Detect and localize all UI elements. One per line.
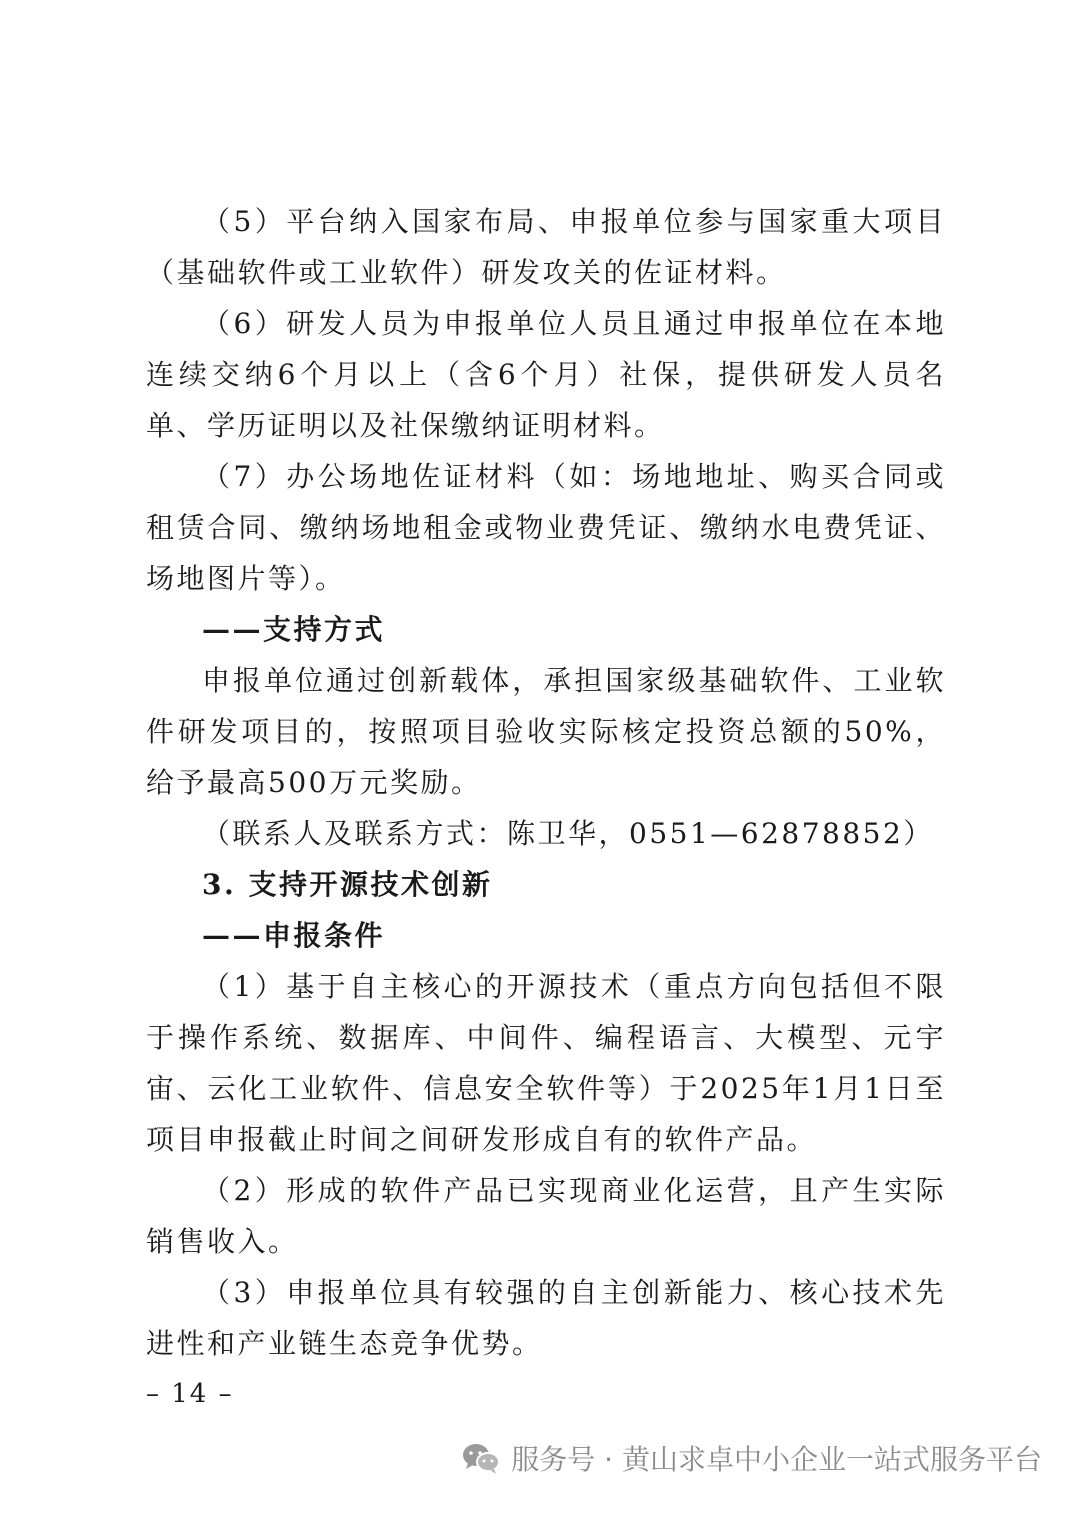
page-number: – 14 – — [146, 1379, 234, 1409]
paragraph: （2）形成的软件产品已实现商业化运营，且产生实际销售收入。 — [146, 1174, 946, 1258]
paragraph: （联系人及联系方式：陈卫华，0551—62878852） — [202, 817, 934, 850]
section-heading: 3. 支持开源技术创新 — [202, 868, 493, 901]
section-heading: ——申报条件 — [202, 919, 386, 952]
watermark — [461, 1434, 1042, 1482]
paragraph: （3）申报单位具有较强的自主创新能力、核心技术先进性和产业链生态竞争优势。 — [146, 1276, 946, 1360]
document-body — [146, 196, 946, 1369]
watermark-text: 服务号 · 黄山求卓中小企业一站式服务平台 — [511, 1443, 1042, 1476]
paragraph: （1）基于自主核心的开源技术（重点方向包括但不限于操作系统、数据库、中间件、编程语言、大模型、元宇宙、云化工业软件、信息安全软件等）于2025年1月1日至项目申报截止时间之间研发形成自有的软件产品。 — [146, 970, 946, 1156]
paragraph: （5）平台纳入国家布局、申报单位参与国家重大项目（基础软件或工业软件）研发攻关的佐证材料。 — [146, 205, 946, 289]
paragraph: （6）研发人员为申报单位人员且通过申报单位在本地连续交纳6个月以上（含6个月）社保，提供研发人员名单、学历证明以及社保缴纳证明材料。 — [146, 307, 946, 442]
paragraph: （7）办公场地佐证材料（如：场地地址、购买合同或租赁合同、缴纳场地租金或物业费凭证、缴纳水电费凭证、场地图片等）。 — [146, 460, 946, 595]
wechat-icon — [461, 1441, 501, 1475]
section-heading: ——支持方式 — [202, 613, 386, 646]
paragraph: 申报单位通过创新载体，承担国家级基础软件、工业软件研发项目的，按照项目验收实际核定投资总额的50%，给予最高500万元奖励。 — [146, 664, 946, 799]
